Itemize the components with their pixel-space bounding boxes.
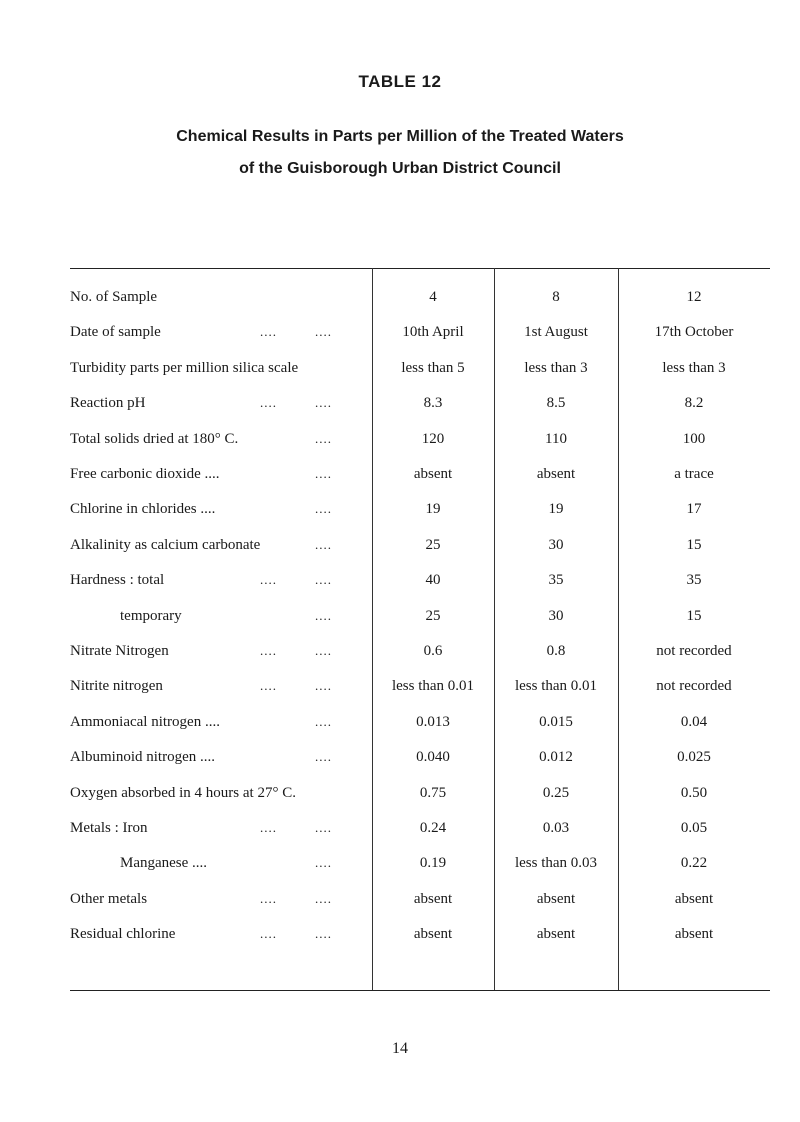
row-label: Total solids dried at 180° C. (70, 430, 239, 447)
leader-dots: .... (315, 926, 332, 942)
sample-12-value: 0.50 (680, 784, 708, 801)
table-row (0, 494, 800, 524)
leader-dots: .... (315, 395, 332, 411)
table-row (0, 636, 800, 666)
sample-8-value: 19 (548, 501, 564, 518)
sample-8-value: less than 3 (524, 359, 588, 376)
table-row (0, 317, 800, 347)
leader-dots: .... (315, 501, 332, 517)
sample-4-value: 0.75 (419, 784, 447, 801)
table-row (0, 707, 800, 737)
leader-dots: .... (315, 643, 332, 658)
sample-12-value: 12 (686, 289, 702, 305)
leader-dots: .... (315, 678, 332, 694)
table-row (0, 848, 800, 878)
sample-8-value: 0.012 (539, 749, 573, 766)
sample-12-value: 100 (682, 430, 706, 447)
sample-4-value: absent (413, 890, 453, 907)
leader-dots: .... (315, 536, 332, 552)
table-row (0, 742, 800, 772)
sample-12-value: 0.04 (680, 713, 708, 730)
row-label: Date of sample (70, 324, 161, 341)
sample-4-value: absent (413, 466, 453, 482)
leader-dots: .... (260, 820, 277, 835)
leader-dots: .... (315, 607, 332, 623)
leader-dots: .... (260, 678, 277, 694)
sample-4-value: 19 (425, 501, 441, 518)
leader-dots: .... (260, 395, 277, 411)
row-label: Metals : Iron (70, 820, 148, 836)
sample-8-value: 0.015 (539, 713, 573, 730)
table-row (0, 530, 800, 560)
row-label: Ammoniacal nitrogen .... (70, 713, 220, 730)
sample-12-value: 8.2 (684, 395, 704, 412)
table-row (0, 601, 800, 631)
row-label: Manganese .... (120, 855, 208, 872)
sample-4-value: 4 (429, 289, 437, 305)
sample-8-value: 0.25 (542, 784, 570, 801)
leader-dots: .... (315, 713, 332, 729)
sample-8-value: 0.03 (542, 820, 570, 836)
table-row (0, 884, 800, 914)
leader-dots: .... (260, 890, 277, 906)
sample-8-value: 8.5 (546, 395, 566, 412)
sample-12-value: 17th October (654, 324, 734, 341)
sample-4-value: 0.19 (419, 855, 447, 872)
sample-4-value: 25 (425, 536, 441, 553)
row-label: Other metals (70, 890, 148, 907)
table-row (0, 671, 800, 701)
sample-12-value: 17 (686, 501, 702, 518)
sample-12-value: 0.025 (677, 749, 711, 766)
leader-dots: .... (315, 466, 332, 481)
sample-8-value: absent (536, 890, 576, 907)
sample-12-value: a trace (674, 466, 714, 482)
sample-12-value: not recorded (656, 678, 732, 695)
sample-8-value: less than 0.01 (514, 678, 598, 695)
row-label: Alkalinity as calcium carbonate (70, 536, 261, 553)
row-label: Chlorine in chlorides .... (70, 501, 216, 518)
leader-dots: .... (315, 572, 332, 588)
sample-12-value: 0.05 (680, 820, 708, 836)
table-row (0, 459, 800, 489)
page-number: 14 (392, 1040, 408, 1057)
table-title: TABLE 12 (358, 72, 442, 91)
table-row (0, 813, 800, 843)
table-row (0, 919, 800, 949)
row-label: No. of Sample (70, 289, 158, 305)
sample-8-value: 8 (552, 289, 560, 305)
sample-4-value: 40 (425, 572, 441, 589)
row-label: Hardness : total (70, 572, 165, 589)
table-row (0, 282, 800, 312)
leader-dots: .... (260, 572, 277, 588)
table-row (0, 353, 800, 383)
sample-12-value: 15 (686, 607, 702, 624)
row-label: temporary (120, 607, 182, 624)
leader-dots: .... (315, 430, 332, 446)
table-row (0, 424, 800, 454)
row-label: Free carbonic dioxide .... (70, 466, 220, 482)
table-row (0, 565, 800, 595)
row-label: Albuminoid nitrogen .... (70, 749, 215, 766)
leader-dots: .... (315, 820, 332, 835)
table-top-rule (70, 268, 770, 269)
sample-8-value: absent (536, 926, 576, 943)
sample-8-value: 110 (545, 430, 567, 447)
leader-dots: .... (260, 926, 277, 942)
table-bottom-rule (70, 990, 770, 991)
sample-12-value: less than 3 (662, 359, 726, 376)
table-subtitle-line2: of the Guisborough Urban District Council (239, 160, 561, 177)
table-row (0, 388, 800, 418)
sample-8-value: 1st August (524, 324, 588, 341)
sample-4-value: 0.6 (423, 643, 443, 659)
sample-12-value: absent (674, 890, 714, 907)
sample-8-value: 30 (548, 607, 564, 624)
leader-dots: .... (315, 890, 332, 906)
sample-12-value: 0.22 (680, 855, 708, 872)
leader-dots: .... (315, 855, 332, 871)
row-label: Oxygen absorbed in 4 hours at 27° C. (70, 784, 296, 801)
sample-8-value: less than 0.03 (514, 855, 598, 872)
leader-dots: .... (315, 324, 332, 340)
table-row (0, 778, 800, 808)
leader-dots: .... (260, 643, 277, 658)
table-subtitle-line1: Chemical Results in Parts per Million of the Treated Waters (176, 128, 624, 145)
sample-12-value: 35 (686, 572, 702, 589)
sample-12-value: not recorded (656, 643, 732, 659)
sample-4-value: absent (413, 926, 453, 943)
row-label: Nitrite nitrogen (70, 678, 163, 695)
row-label: Turbidity parts per million silica scale (70, 359, 299, 376)
sample-8-value: 0.8 (546, 643, 566, 659)
sample-4-value: less than 5 (401, 359, 465, 376)
sample-4-value: 120 (421, 430, 445, 447)
sample-8-value: 35 (548, 572, 564, 589)
sample-8-value: absent (536, 466, 576, 482)
sample-8-value: 30 (548, 536, 564, 553)
sample-4-value: 0.040 (416, 749, 450, 766)
sample-12-value: absent (674, 926, 714, 943)
sample-4-value: 10th April (402, 324, 464, 341)
sample-4-value: 8.3 (423, 395, 443, 412)
row-label: Nitrate Nitrogen (70, 643, 169, 659)
leader-dots: .... (315, 749, 332, 765)
sample-4-value: 0.24 (419, 820, 447, 836)
sample-4-value: 25 (425, 607, 441, 624)
sample-4-value: 0.013 (416, 713, 450, 730)
sample-4-value: less than 0.01 (391, 678, 475, 695)
leader-dots: .... (260, 324, 277, 340)
row-label: Reaction pH (70, 395, 146, 412)
row-label: Residual chlorine (70, 926, 176, 943)
sample-12-value: 15 (686, 536, 702, 553)
